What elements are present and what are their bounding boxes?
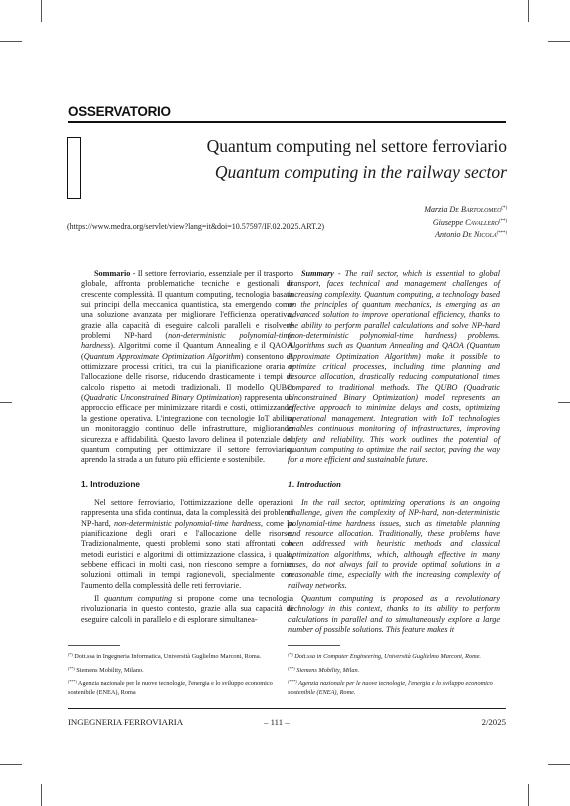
footnote: (***) Agenzia nazionale per le nuove tecnologie, l'energia e lo sviluppo economico sostenibile (ENEA), Roma xyxy=(68,679,273,696)
crop-mark xyxy=(0,41,22,42)
footnote: (**) Siemens Mobility, Milano. xyxy=(68,665,144,674)
paragraph: Quantum computing is proposed as a revolutionary technology in this context, thanks to its ability to perform calculations in parallel and to simultaneously explore a large number of possible solutions. This feature makes it xyxy=(288,593,500,634)
crop-mark xyxy=(528,784,529,806)
section-heading: 1. Introduzione xyxy=(81,478,140,489)
header-rule xyxy=(68,121,506,123)
abstract-english: Summary - The rail sector, which is essential to global transport, faces technical and management challenges of increasing complexity. Quantum computing, a technology based on the principles of quantum mechanics, is emerging as an advanced solution to improve operational efficiency, thanks to the ability to perform parallel calculations and solve NP-hard (non-deterministic polynomial-time hardness) problems. Algorithms such as Quantum Annealing and QAOA (Quantum Approximate Optimization Algorithm) make it possible to optimize critical processes, including time planning and resource allocation, drastically reducing computational times compared to traditional methods. The QUBO (Quadratic Unconstrained Binary Optimization) model represents an effective approach to minimize delays and costs, optimizing operational management. Integration with IoT technologies enables continuous monitoring of infrastructures, improving safety and reliability. This work outlines the potential of quantum computing to optimize the rail sector, paving the way for a more efficient and sustainable future. xyxy=(288,269,500,465)
author: Marzia De Bartolomeo(*) xyxy=(424,205,507,214)
footnote: (*) Dott.ssa in Ingegneria Informatica, Università Guglielmo Marconi, Roma. xyxy=(68,652,262,660)
footnote: (**) Siemens Mobility, Milan. xyxy=(288,665,360,674)
page-number: – 111 – xyxy=(264,717,290,727)
footnotes-english xyxy=(288,651,500,697)
crop-mark xyxy=(528,0,529,22)
paragraph: Nel settore ferroviario, l'ottimizzazione delle operazioni rappresenta una sfida continua, data la complessità dei problemi NP-hard, non-deterministic polynomial-time hardness, come la pianificazione degli orari e l'allocazione delle risorse. Tradizionalmente, questi problemi sono stati affrontati con metodi euristici e algoritmi di ottimizzazione classica, i quali, sebbene efficaci in molti casi, non riescono sempre a fornire soluzioni ottimali in tempi ragionevoli, specialmente con l'aumento della complessità delle reti ferroviarie. xyxy=(81,497,294,590)
crop-mark xyxy=(41,0,42,22)
crop-mark xyxy=(0,764,22,765)
column-italian xyxy=(81,269,293,625)
paragraph: Il quantum computing si propone come una tecnologia rivoluzionaria in questo contesto, grazie alla sua capacità di eseguire calcoli in parallelo e di esplorare simultanea- xyxy=(81,593,293,624)
crop-mark xyxy=(41,784,42,806)
title-english: Quantum computing in the railway sector xyxy=(214,162,507,182)
crop-mark xyxy=(548,764,570,765)
footnote: (***) Agenzia nazionale per le nuove tecnologie, l'energia e lo sviluppo economico sostenibile (ENEA), Rome. xyxy=(288,679,493,696)
article-marker-box xyxy=(67,137,81,199)
issue-number: 2/2025 xyxy=(481,717,506,727)
footnote: (*) Dott.ssa in Computer Engineering, Università Guglielmo Marconi, Rome. xyxy=(288,652,481,660)
footnote-rule xyxy=(288,645,340,646)
section-label: OSSERVATORIO xyxy=(68,104,171,119)
footnote-rule xyxy=(68,645,120,646)
crop-mark xyxy=(0,402,12,403)
abstract-italian: Sommario - Il settore ferroviario, essenziale per il trasporto globale, affronta problematiche tecniche e gestionali di crescente complessità. Il quantum computing, tecnologia basata sui principi della meccanica quantistica, sta emergendo come una soluzione avanzata per migliorare l'efficienza operativa, grazie alla capacità di eseguire calcoli paralleli e risolvere problemi NP-hard (non-deterministic polynomial-time hardness). Algoritmi come il Quantum Annealing e il QAOA (Quantum Approximate Optimization Algorithm) consentono di ottimizzare processi critici, tra cui la pianificazione oraria e l'allocazione delle risorse, riducendo drasticamente i tempi di calcolo rispetto ai metodi tradizionali. Il modello QUBO (Quadratic Unconstrained Binary Optimization) rappresenta un approccio efficace per minimizzare ritardi e costi, ottimizzando la gestione operativa. L'integrazione con tecnologie IoT abilita un monitoraggio continuo delle infrastrutture, migliorando sicurezza e affidabilità. Questo lavoro delinea il potenziale del quantum computing per ottimizzare il settore ferroviario, aprendo la strada a un futuro più efficiente e sostenibile. xyxy=(81,269,293,465)
author: Giuseppe Cavallero(**) xyxy=(432,217,507,227)
footer-rule xyxy=(68,708,506,709)
doi-link[interactable]: (https://www.medra.org/servlet/view?lang=it&doi=10.57597/IF.02.2025.ART.2) xyxy=(67,222,325,231)
crop-mark xyxy=(548,41,570,42)
author-list xyxy=(424,203,507,241)
journal-name: INGEGNERIA FERROVIARIA xyxy=(68,717,184,727)
column-english xyxy=(288,269,500,635)
section-heading: 1. Introduction xyxy=(288,478,341,489)
footnotes-italian xyxy=(68,651,280,697)
paragraph: In the rail sector, optimizing operations is an ongoing challenge, given the complexity of NP-hard, non-deterministic polynomial-time hardness issues, such as timetable planning and resource allocation. Traditionally, these problems have been addressed with heuristic methods and classical optimization algorithms, which, although effective in many cases, do not always fail to provide optimal solutions in a reasonable time, especially with the increasing complexity of railway networks. xyxy=(288,497,500,590)
author: Antonio De Nicola(***) xyxy=(435,230,507,240)
title-italian: Quantum computing nel settore ferroviario xyxy=(206,136,507,156)
crop-mark xyxy=(558,402,570,403)
